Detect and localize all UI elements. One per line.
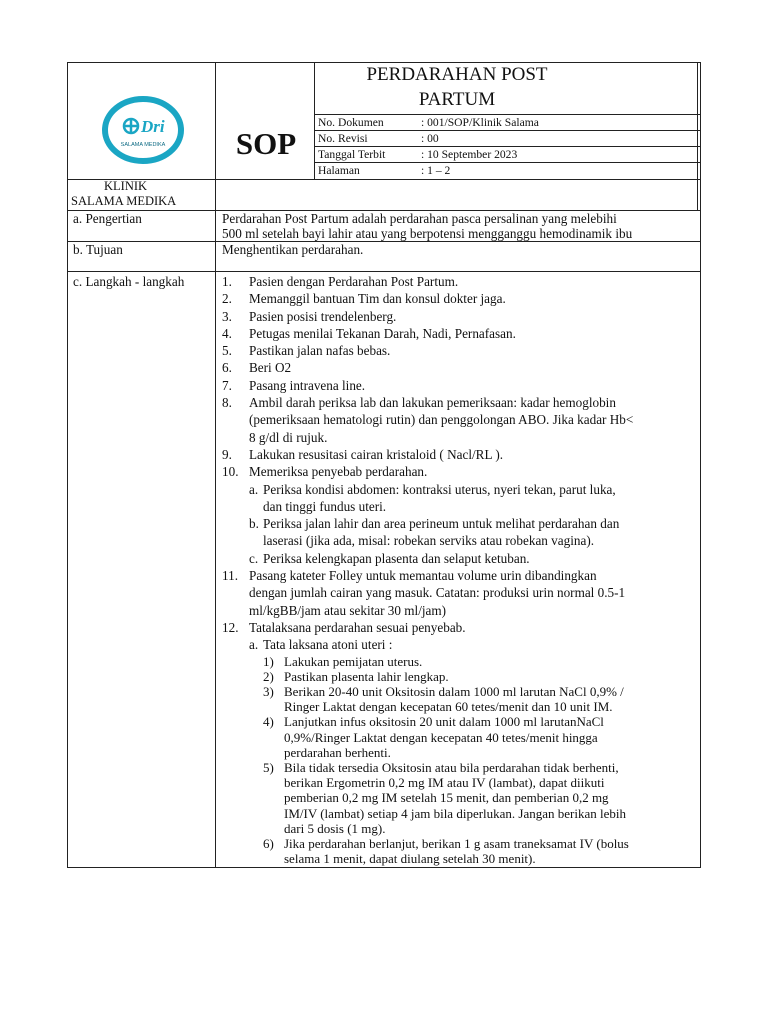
step-number: 1. bbox=[222, 274, 232, 289]
step-text-line: 8 g/dl di rujuk. bbox=[249, 429, 328, 445]
step-item bbox=[222, 342, 692, 359]
atoni-step-text-line: Berikan 20-40 unit Oksitosin dalam 1000 ml larutan NaCl 0,9% / bbox=[284, 683, 624, 699]
atoni-step-text-line: berikan Ergometrin 0,2 mg IM atau IV (lambat), dapat diikuti bbox=[284, 775, 605, 791]
atoni-step-text-line: Jika perdarahan berlanjut, berikan 1 g asam traneksamat IV (bolus bbox=[284, 835, 629, 851]
atoni-step-text-line: dari 5 dosis (1 mg). bbox=[284, 820, 386, 836]
step-number: 11. bbox=[222, 568, 238, 584]
document-title-line-2: PARTUM bbox=[418, 89, 496, 110]
atoni-step-text-line: 0,9%/Ringer Laktat dengan kecepatan 40 tetes/menit hingga bbox=[284, 729, 598, 745]
atoni-step-text-line: Lakukan pemijatan uterus. bbox=[284, 653, 423, 669]
meta-row-line-1 bbox=[314, 130, 700, 131]
sub-step-item bbox=[249, 481, 692, 516]
step-text-line: dengan jumlah cairan yang masuk. Catatan: produksi urin normal 0.5-1 bbox=[249, 585, 626, 601]
step-item bbox=[222, 619, 692, 636]
step-text-line: Pasang kateter Folley untuk memantau volume urin dibandingkan bbox=[249, 568, 597, 584]
document-title-line-1: PERDARAHAN POST bbox=[366, 64, 548, 85]
step-item bbox=[222, 377, 692, 394]
step-item bbox=[222, 273, 692, 290]
step-text: Memanggil bantuan Tim dan konsul dokter jaga. bbox=[249, 291, 506, 307]
pengertian-text-line-2: 500 ml setelah bayi lahir atau yang berpotensi mengganggu hemodinamik ibu bbox=[222, 226, 633, 241]
step-text: Pasien posisi trendelenberg. bbox=[249, 308, 397, 324]
meta-label-revisi: No. Revisi bbox=[318, 132, 368, 145]
logo-subtext: SALAMA MEDIKA bbox=[120, 142, 166, 148]
sub-step-text: Tata laksana atoni uteri : bbox=[263, 637, 393, 653]
step-number: 6. bbox=[222, 360, 232, 376]
meta-label-tanggal: Tanggal Terbit bbox=[318, 148, 386, 161]
step-text: Beri O2 bbox=[249, 360, 292, 376]
sub-step-letter: a. bbox=[249, 637, 259, 653]
sub-step-text-line: laserasi (jika ada, misal: robekan serviks atau robekan vagina). bbox=[263, 533, 595, 549]
meta-label-dokumen: No. Dokumen bbox=[318, 116, 384, 129]
sub-step-letter: b. bbox=[249, 516, 259, 532]
table-border-left bbox=[67, 62, 68, 868]
atoni-step-item bbox=[263, 669, 692, 684]
table-border-bottom bbox=[67, 867, 701, 868]
clinic-logo bbox=[101, 96, 185, 164]
pengertian-label: a. Pengertian bbox=[73, 211, 142, 226]
step-item bbox=[222, 308, 692, 325]
row-line-langkah bbox=[67, 271, 701, 272]
meta-value-halaman: : 1 – 2 bbox=[421, 164, 451, 177]
atoni-step-text-line: Ringer Laktat dengan kecepatan 60 tetes/menit dan 10 unit IM. bbox=[284, 699, 613, 715]
sub-step-text-line: Periksa jalan lahir dan area perineum untuk melihat perdarahan dan bbox=[263, 516, 620, 532]
step-number: 12. bbox=[222, 619, 239, 635]
step-item bbox=[222, 446, 692, 463]
meta-value-revisi: : 00 bbox=[421, 132, 439, 145]
step-number: 7. bbox=[222, 377, 232, 393]
clinic-name-line-2: SALAMA MEDIKA bbox=[71, 194, 177, 208]
meta-value-dokumen: : 001/SOP/Klinik Salama bbox=[421, 116, 539, 129]
atoni-step-text-line: Lanjutkan infus oksitosin 20 unit dalam 1000 ml larutanNaCl bbox=[284, 714, 604, 730]
tujuan-label: b. Tujuan bbox=[73, 242, 123, 257]
step-number: 2. bbox=[222, 291, 232, 307]
step-text: Lakukan resusitasi cairan kristaloid ( Nacl/RL ). bbox=[249, 446, 504, 462]
step-item bbox=[222, 290, 692, 307]
step-text: Pasang intravena line. bbox=[249, 377, 366, 393]
step-number: 5. bbox=[222, 343, 232, 359]
sop-label: SOP bbox=[235, 126, 297, 161]
meta-value-tanggal: : 10 September 2023 bbox=[421, 148, 518, 161]
atoni-step-number: 3) bbox=[263, 683, 274, 699]
step-item bbox=[222, 325, 692, 342]
step-number: 4. bbox=[222, 325, 232, 341]
atoni-step-text-line: Bila tidak tersedia Oksitosin atau bila perdarahan tidak berhenti, bbox=[284, 759, 619, 775]
atoni-step-item bbox=[263, 760, 692, 836]
sub-step-item bbox=[249, 636, 692, 653]
atoni-step-number: 5) bbox=[263, 759, 274, 775]
step-text-line: Ambil darah periksa lab dan lakukan pemeriksaan: kadar hemoglobin bbox=[249, 395, 616, 411]
step-number: 10. bbox=[222, 464, 239, 480]
sub-step-item bbox=[249, 550, 692, 567]
meta-label-halaman: Halaman bbox=[318, 164, 360, 177]
atoni-step-text-line: Pastikan plasenta lahir lengkap. bbox=[284, 668, 449, 684]
sub-step-text-line: dan tinggi fundus uteri. bbox=[263, 498, 387, 514]
atoni-step-item bbox=[263, 714, 692, 760]
clinic-name-line-1: KLINIK bbox=[104, 179, 148, 193]
step-item bbox=[222, 394, 692, 446]
atoni-step-text-line: perdarahan berhenti. bbox=[284, 744, 391, 760]
step-item bbox=[222, 567, 692, 619]
step-text: Pastikan jalan nafas bebas. bbox=[249, 343, 391, 359]
step-item bbox=[222, 359, 692, 376]
step-text: Pasien dengan Perdarahan Post Partum. bbox=[249, 274, 459, 289]
step-text-line: ml/kgBB/jam atau sekitar 30 ml/jam) bbox=[249, 602, 447, 618]
step-text: Petugas menilai Tekanan Darah, Nadi, Pernafasan. bbox=[249, 325, 516, 341]
step-number: 8. bbox=[222, 395, 232, 411]
atoni-step-number: 2) bbox=[263, 668, 274, 684]
sub-step-text-line: Periksa kondisi abdomen: kontraksi uterus, nyeri tekan, parut luka, bbox=[263, 481, 616, 497]
atoni-step-number: 6) bbox=[263, 835, 274, 851]
sub-step-letter: c. bbox=[249, 550, 259, 566]
steps-list bbox=[222, 273, 692, 866]
step-text: Memeriksa penyebab perdarahan. bbox=[249, 464, 428, 480]
step-text: Tatalaksana perdarahan sesuai penyebab. bbox=[249, 619, 466, 635]
table-border-right-inner bbox=[697, 62, 698, 211]
sub-step-item bbox=[249, 515, 692, 550]
langkah-label: c. Langkah - langkah bbox=[73, 274, 185, 289]
sub-step-text-line: Periksa kelengkapan plasenta dan selaput ketuban. bbox=[263, 550, 530, 566]
step-text-line: (pemeriksaan hematologi rutin) dan penggolongan ABO. Jika kadar Hb< bbox=[249, 412, 634, 428]
atoni-step-item bbox=[263, 654, 692, 669]
step-item bbox=[222, 463, 692, 480]
pengertian-text-line-1: Perdarahan Post Partum adalah perdarahan pasca persalinan yang melebihi bbox=[222, 211, 617, 226]
atoni-step-text-line: selama 1 menit, dapat diulang setelah 30 menit). bbox=[284, 851, 536, 867]
atoni-step-number: 1) bbox=[263, 653, 274, 669]
logo-text: Dri bbox=[141, 117, 165, 136]
header-bottom-line bbox=[67, 179, 701, 180]
table-border-right bbox=[700, 62, 701, 868]
tujuan-text: Menghentikan perdarahan. bbox=[222, 242, 364, 257]
step-number: 9. bbox=[222, 446, 232, 462]
atoni-step-text-line: pemberian 0,2 mg IM setelah 15 menit, dan pemberian 0,2 mg bbox=[284, 790, 609, 806]
atoni-step-text-line: IM/IV (lambat) setiap 4 jam bila diperlukan. Jangan berikan lebih bbox=[284, 805, 626, 821]
atoni-step-number: 4) bbox=[263, 714, 274, 730]
atoni-step-item bbox=[263, 684, 692, 714]
column-divider bbox=[215, 62, 216, 868]
step-number: 3. bbox=[222, 308, 232, 324]
sub-step-letter: a. bbox=[249, 481, 259, 497]
meta-row-line-3 bbox=[314, 162, 700, 163]
atoni-step-item bbox=[263, 836, 692, 866]
